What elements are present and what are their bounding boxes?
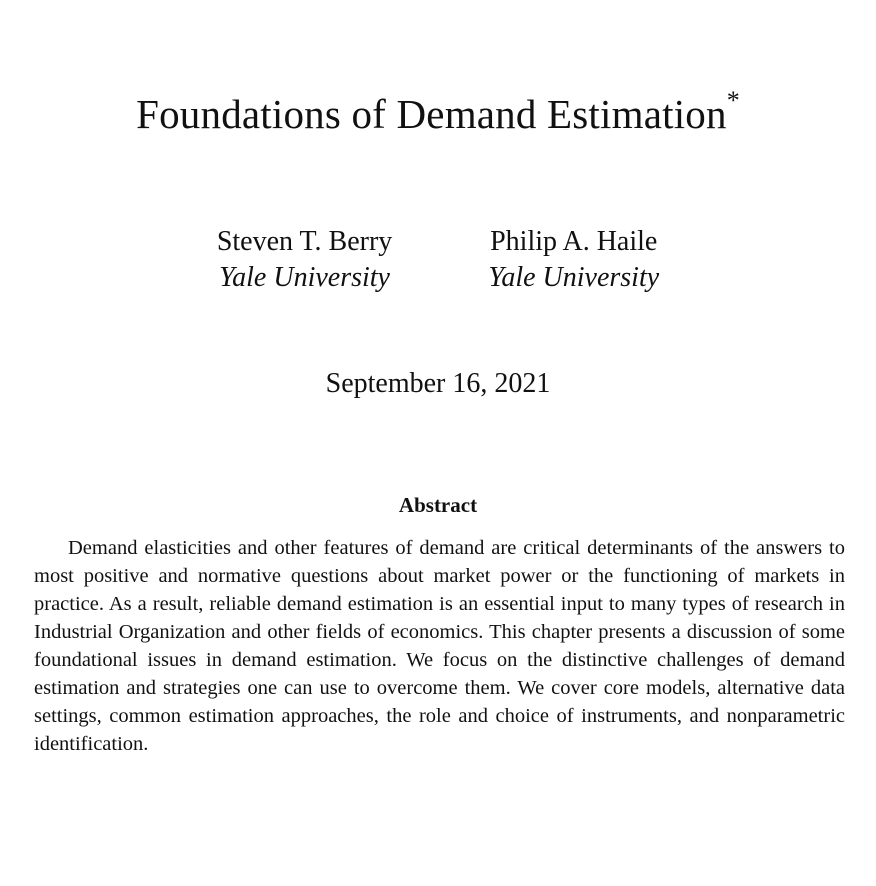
author-affiliation: Yale University xyxy=(488,262,660,293)
author-affiliation: Yale University xyxy=(219,262,390,293)
title-footnote-mark: * xyxy=(726,86,740,115)
abstract-text: Demand elasticities and other features of demand are critical determinants of the answers to most positive and normative questions about market power or the functioning of markets in practice. As a result, reliable demand estimation is an essential input to many types of research in Industrial Organization and other fields of economics. This chapter presents a discussion of some foundational issues in demand estimation. We focus on the distinctive challenges of demand estimation and strategies one can use to overcome them. We cover core models, alternative data settings, common estimation approaches, the role and choice of instruments, and nonparametric identification. xyxy=(34,537,845,755)
paper-date: September 16, 2021 xyxy=(325,368,551,399)
author-name: Philip A. Haile xyxy=(490,226,658,257)
author-1 xyxy=(217,224,392,296)
author-2 xyxy=(488,224,659,296)
author-name: Steven T. Berry xyxy=(216,226,393,257)
paper-title-text: Foundations of Demand Estimation xyxy=(136,91,727,137)
author-block xyxy=(0,224,876,296)
paper-title xyxy=(0,86,876,138)
abstract-heading: Abstract xyxy=(398,493,478,517)
